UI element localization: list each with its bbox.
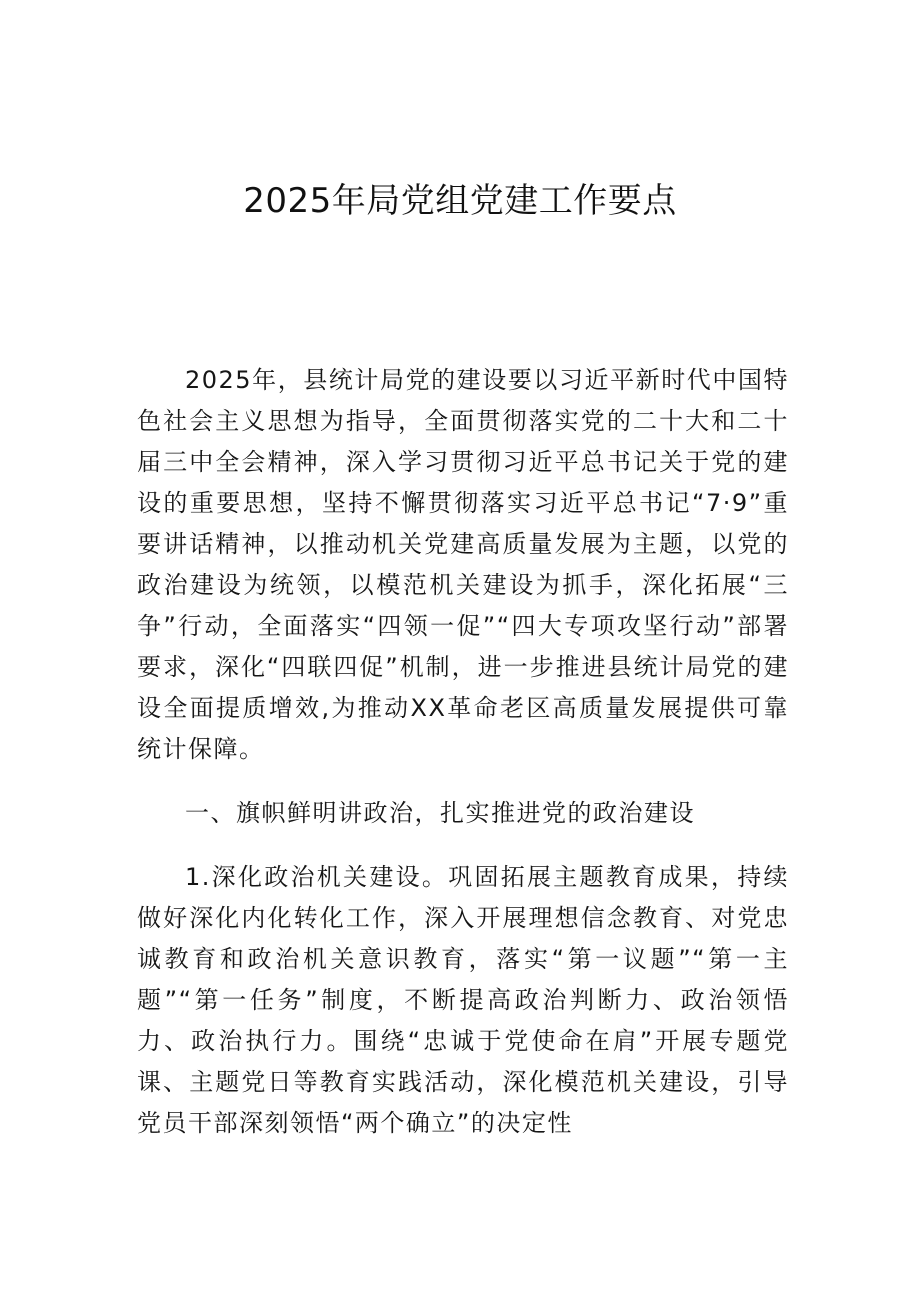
section-heading-1: 一、旗帜鲜明讲政治，扎实推进党的政治建设 (185, 799, 695, 827)
document-body (137, 360, 789, 1144)
intro-paragraph: 2025年，县统计局党的建设要以习近平新时代中国特色社会主义思想为指导，全面贯彻落实党的二十大和二十届三中全会精神，深入学习贯彻习近平总书记关于党的建设的重要思想，坚持不懈贯彻落实习近平总书记“7·9”重要讲话精神，以推动机关党建高质量发展为主题，以党的政治建设为统领，以模范机关建设为抓手，深化拓展“三争”行动，全面落实“四领一促”“四大专项攻坚行动”部署要求，深化“四联四促”机制，进一步推进县统计局党的建设全面提质增效,为推动XX革命老区高质量发展提供可靠统计保障。 (137, 366, 789, 763)
item-paragraph-1: 1.深化政治机关建设。巩固拓展主题教育成果，持续做好深化内化转化工作，深入开展理想信念教育、对党忠诚教育和政治机关意识教育，落实“第一议题”“第一主题”“第一任务”制度，不断提高政治判断力、政治领悟力、政治执行力。围绕“忠诚于党使命在肩”开展专题党课、主题党日等教育实践活动，深化模范机关建设，引导党员干部深刻领悟“两个确立”的决定性 (137, 863, 789, 1137)
document-title: 2025年局党组党建工作要点 (243, 181, 677, 221)
paragraph-gap (137, 770, 789, 793)
paragraph-gap (137, 834, 789, 857)
